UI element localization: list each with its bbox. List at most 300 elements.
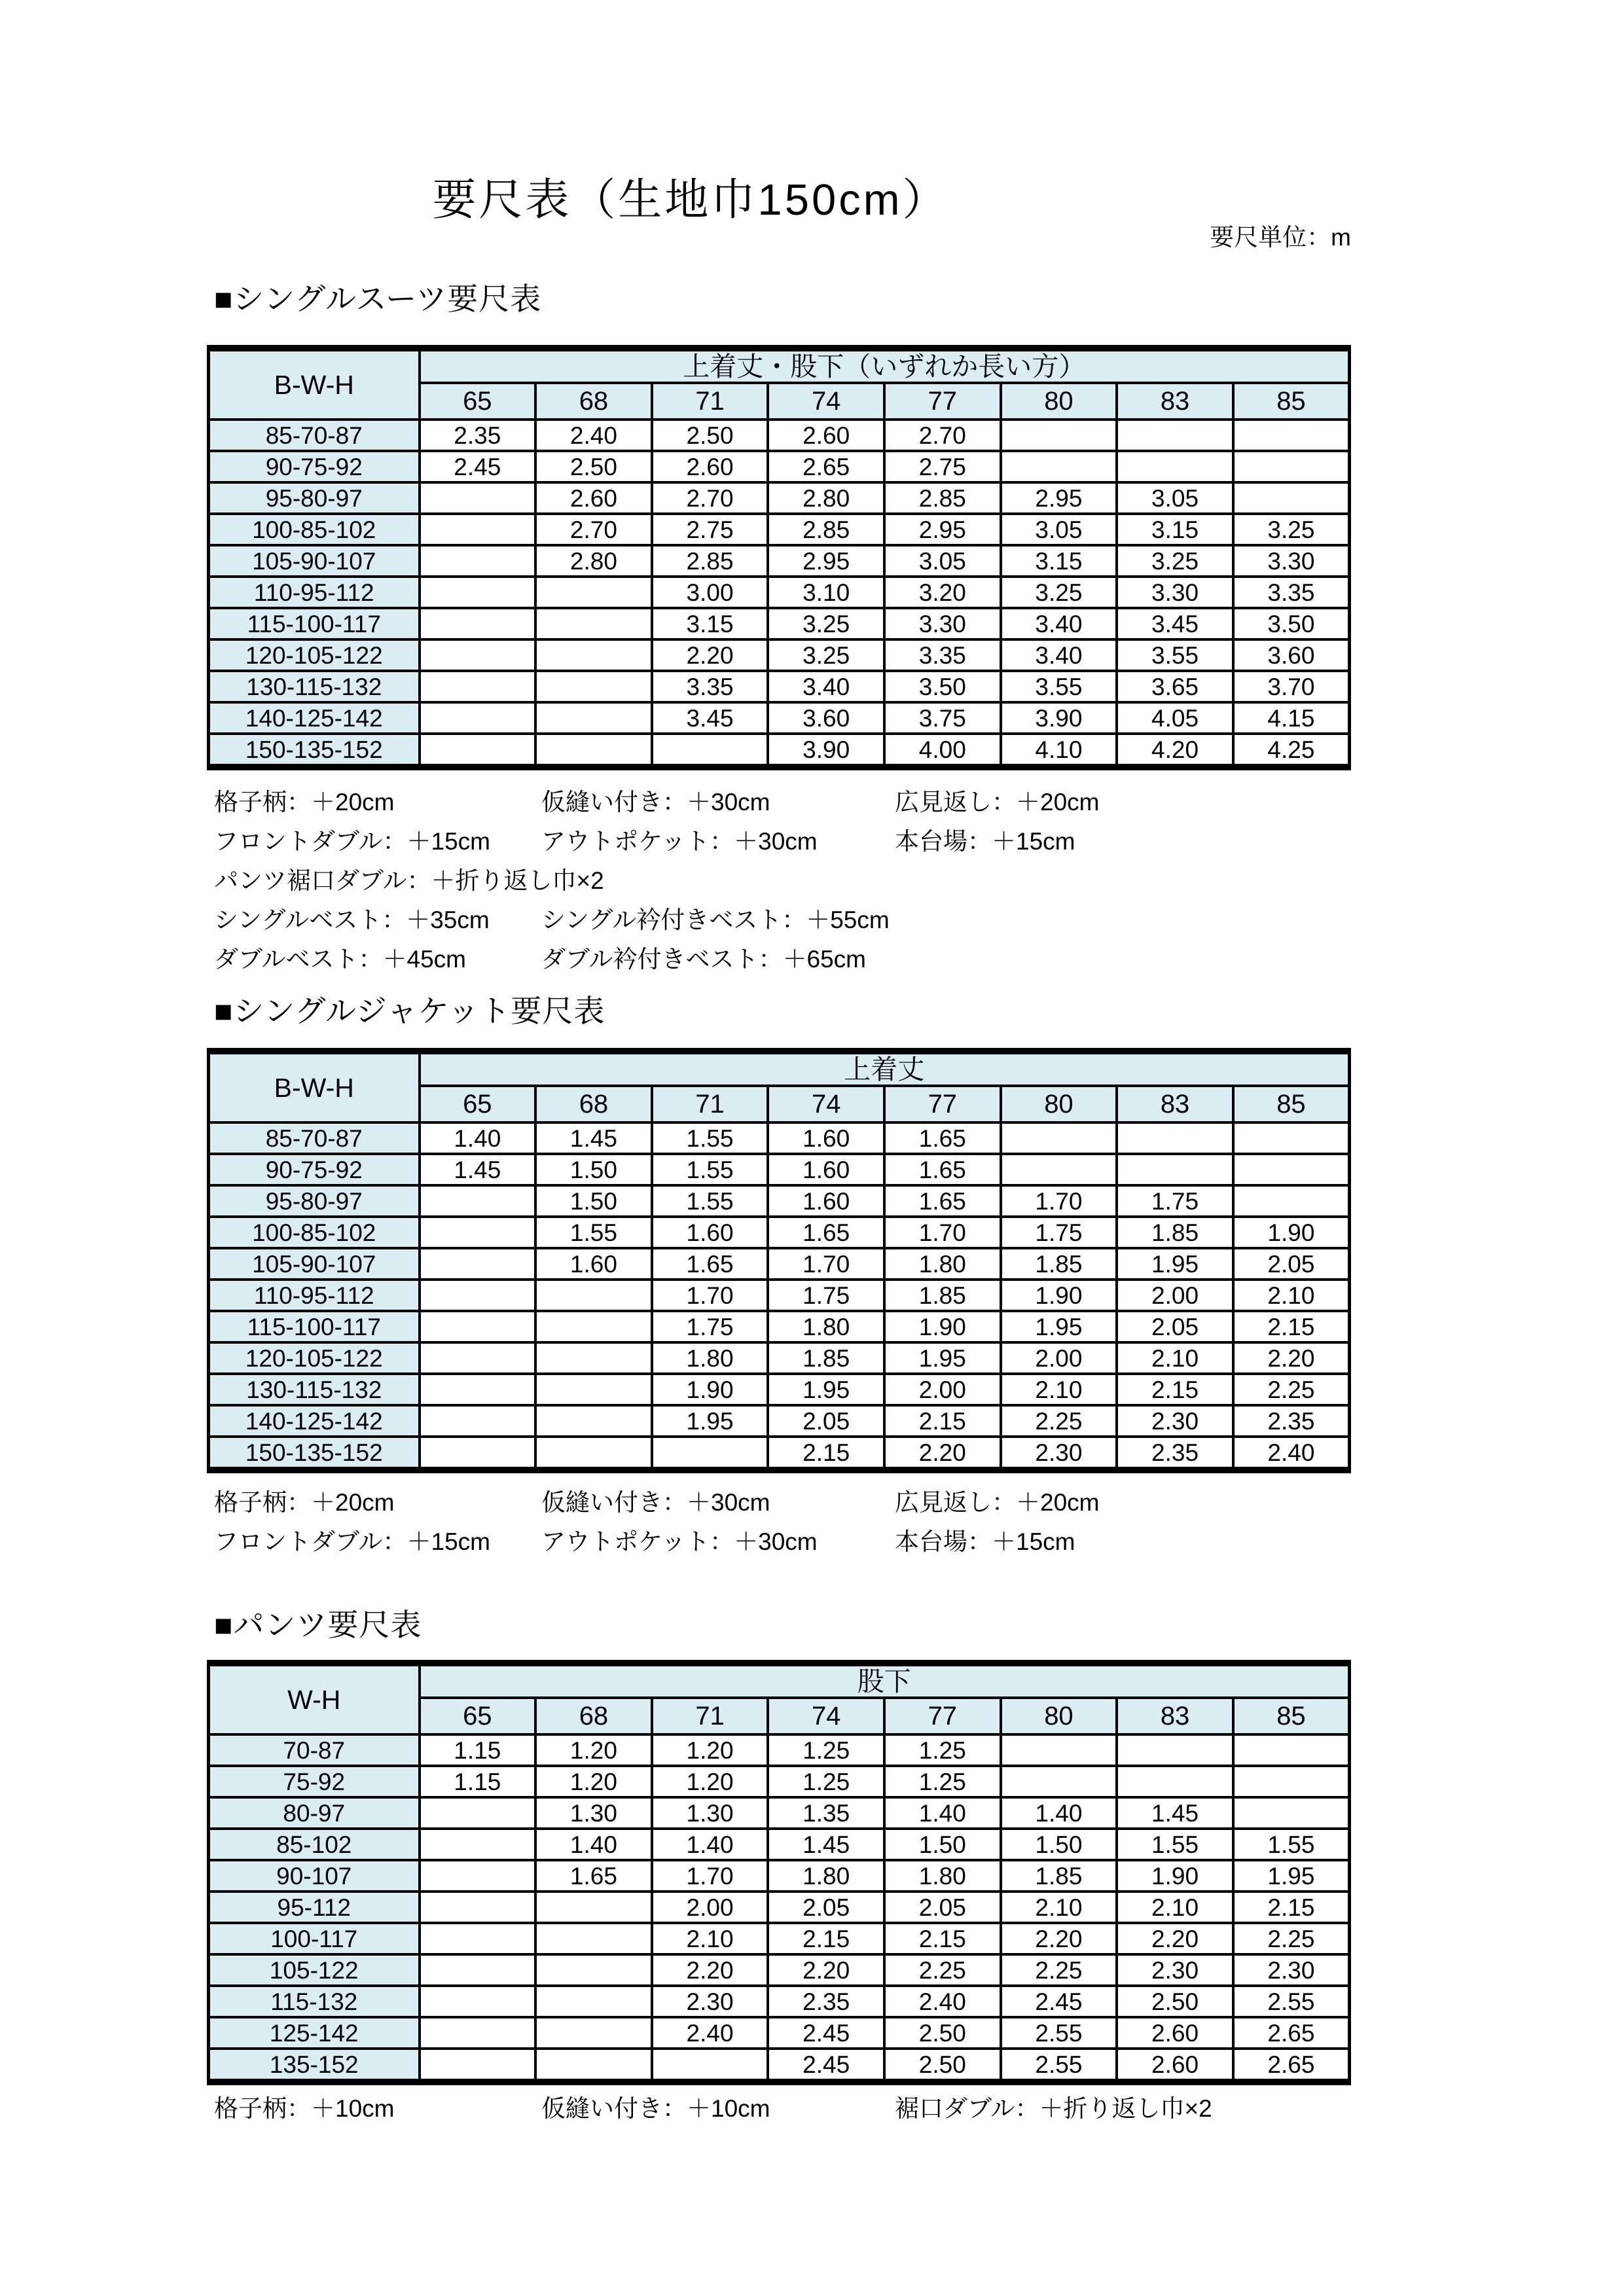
yardage-cell: 3.40: [1001, 608, 1117, 639]
row-label: 140-125-142: [209, 702, 420, 734]
yardage-cell: 2.45: [420, 451, 536, 482]
yardage-cell: 1.45: [768, 1829, 884, 1860]
size-column-header: 74: [768, 1698, 884, 1734]
yardage-cell: 2.65: [1233, 2049, 1350, 2082]
yardage-cell: 2.25: [1001, 1954, 1117, 1986]
yardage-cell: 1.85: [1117, 1217, 1233, 1248]
table-row: [209, 2017, 1350, 2049]
yardage-cell: 2.10: [1117, 1342, 1233, 1374]
yardage-cell: 3.40: [1001, 639, 1117, 671]
row-label: 105-90-107: [209, 1248, 420, 1280]
yardage-cell: [420, 2017, 536, 2049]
row-label: 85-70-87: [209, 1122, 420, 1154]
row-label: 130-115-132: [209, 1374, 420, 1405]
yardage-cell: 4.20: [1117, 734, 1233, 767]
size-column-header: 68: [535, 1086, 652, 1122]
yardage-cell: 2.10: [1233, 1280, 1350, 1311]
yardage-cell: 2.55: [1233, 1986, 1350, 2017]
size-column-header: 77: [884, 1698, 1001, 1734]
table-row: [209, 1829, 1350, 1860]
yardage-cell: 3.00: [652, 577, 768, 608]
row-label: 85-70-87: [209, 420, 420, 451]
table-row: [209, 1954, 1350, 1986]
row-label: 140-125-142: [209, 1405, 420, 1437]
yardage-cell: 2.50: [652, 420, 768, 451]
yardage-cell: 3.25: [1001, 577, 1117, 608]
yardage-cell: [420, 734, 536, 767]
yardage-cell: 2.60: [768, 420, 884, 451]
table-row: [209, 639, 1350, 671]
yardage-cell: 2.35: [1233, 1405, 1350, 1437]
yardage-cell: [1233, 482, 1350, 514]
yardage-cell: 1.70: [1001, 1185, 1117, 1217]
yardage-cell: 3.20: [884, 577, 1001, 608]
yardage-cell: 2.50: [535, 451, 652, 482]
yardage-cell: 2.70: [535, 514, 652, 545]
note-item: 格子柄：＋20cm: [214, 789, 395, 816]
note-line: [214, 1480, 1099, 1520]
table-row: [209, 1154, 1350, 1185]
yardage-cell: 2.95: [884, 514, 1001, 545]
yardage-cell: [535, 577, 652, 608]
yardage-cell: 2.20: [652, 1954, 768, 1986]
note-item: 本台場：＋15cm: [895, 828, 1075, 855]
size-column-header: 71: [652, 1698, 768, 1734]
yardage-cell: 1.60: [768, 1185, 884, 1217]
yardage-cell: 1.55: [1233, 1829, 1350, 1860]
yardage-cell: 2.50: [884, 2017, 1001, 2049]
note-item: シングル衿付きベスト：＋55cm: [541, 906, 890, 933]
yardage-cell: [535, 1923, 652, 1954]
yardage-cell: 1.20: [535, 1766, 652, 1797]
yardage-cell: 1.40: [535, 1829, 652, 1860]
yardage-cell: 1.20: [535, 1734, 652, 1766]
yardage-cell: 1.60: [768, 1122, 884, 1154]
yardage-cell: 2.05: [768, 1892, 884, 1923]
row-header-label: B-W-H: [209, 1051, 420, 1122]
yardage-cell: 3.60: [1233, 639, 1350, 671]
yardage-cell: 1.65: [884, 1122, 1001, 1154]
yardage-cell: [1233, 1154, 1350, 1185]
row-label: 105-122: [209, 1954, 420, 1986]
yardage-cell: 2.00: [652, 1892, 768, 1923]
table-row: [209, 577, 1350, 608]
table-row: [209, 1342, 1350, 1374]
span-header: 上着丈・股下（いずれか長い方）: [420, 348, 1350, 383]
table-row: [209, 451, 1350, 482]
yardage-cell: 3.05: [1117, 482, 1233, 514]
yardage-cell: 2.80: [768, 482, 884, 514]
row-label: 70-87: [209, 1734, 420, 1766]
row-label: 120-105-122: [209, 639, 420, 671]
yardage-cell: 2.35: [768, 1986, 884, 2017]
table-row: [209, 608, 1350, 639]
yardage-cell: 1.65: [884, 1185, 1001, 1217]
yardage-cell: [535, 1437, 652, 1470]
yardage-cell: 2.25: [1233, 1923, 1350, 1954]
table-header-row: [209, 348, 1350, 383]
yardage-cell: [1001, 1154, 1117, 1185]
yardage-cell: 3.35: [884, 639, 1001, 671]
table-row: [209, 420, 1350, 451]
size-column-header: 65: [420, 1698, 536, 1734]
yardage-cell: 2.30: [1117, 1405, 1233, 1437]
yardage-cell: 1.80: [884, 1248, 1001, 1280]
yardage-cell: 1.60: [652, 1217, 768, 1248]
table-row: [209, 702, 1350, 734]
yardage-cell: [1001, 1766, 1117, 1797]
yardage-cell: 3.40: [768, 671, 884, 702]
yardage-cell: 2.55: [1001, 2017, 1117, 2049]
yardage-cell: [1233, 1122, 1350, 1154]
yardage-cell: [1233, 1734, 1350, 1766]
yardage-cell: 2.80: [535, 545, 652, 577]
table-row: [209, 1217, 1350, 1248]
yardage-cell: [535, 2017, 652, 2049]
yardage-cell: 1.75: [768, 1280, 884, 1311]
yardage-cell: [1233, 1766, 1350, 1797]
table-header-row: [209, 1663, 1350, 1698]
yardage-cell: 2.35: [420, 420, 536, 451]
yardage-cell: 1.85: [1001, 1248, 1117, 1280]
table-row: [209, 1122, 1350, 1154]
row-label: 100-117: [209, 1923, 420, 1954]
yardage-cell: 1.75: [1117, 1185, 1233, 1217]
yardage-cell: 2.05: [884, 1892, 1001, 1923]
yardage-cell: 1.30: [652, 1797, 768, 1829]
yardage-cell: 1.50: [1001, 1829, 1117, 1860]
row-header-label: W-H: [209, 1663, 420, 1734]
yardage-cell: [1001, 420, 1117, 451]
yardage-cell: [1001, 1734, 1117, 1766]
note-item: 広見返し：＋20cm: [895, 1489, 1100, 1516]
yardage-cell: [420, 1217, 536, 1248]
row-label: 95-112: [209, 1892, 420, 1923]
yardage-cell: 2.15: [884, 1923, 1001, 1954]
row-label: 100-85-102: [209, 514, 420, 545]
yardage-cell: 1.40: [420, 1122, 536, 1154]
size-column-header: 80: [1001, 1698, 1117, 1734]
note-item: ダブルベスト：＋45cm: [214, 946, 466, 973]
yardage-cell: 3.25: [1117, 545, 1233, 577]
yardage-cell: [420, 577, 536, 608]
yardage-cell: [420, 1437, 536, 1470]
table-row: [209, 671, 1350, 702]
yardage-cell: [420, 1892, 536, 1923]
yardage-cell: 2.05: [768, 1405, 884, 1437]
yardage-cell: 2.15: [1117, 1374, 1233, 1405]
yardage-cell: [652, 2049, 768, 2082]
yardage-cell: 1.20: [652, 1766, 768, 1797]
row-label: 100-85-102: [209, 1217, 420, 1248]
table-row: [209, 482, 1350, 514]
yardage-cell: 1.95: [884, 1342, 1001, 1374]
yardage-cell: 2.40: [652, 2017, 768, 2049]
yardage-cell: 2.65: [768, 451, 884, 482]
yardage-cell: 1.65: [884, 1154, 1001, 1185]
section-heading-single-suit: ■シングルスーツ要尺表: [214, 281, 542, 316]
yardage-cell: 2.30: [652, 1986, 768, 2017]
note-item: フロントダブル：＋15cm: [214, 828, 490, 855]
yardage-cell: 2.20: [652, 639, 768, 671]
row-label: 95-80-97: [209, 1185, 420, 1217]
yardage-cell: 2.45: [768, 2017, 884, 2049]
section-heading-single-jacket: ■シングルジャケット要尺表: [214, 994, 605, 1028]
yardage-cell: 3.25: [768, 608, 884, 639]
table-row: [209, 1248, 1350, 1280]
note-line: [214, 859, 1099, 898]
yardage-cell: 2.45: [768, 2049, 884, 2082]
table-row: [209, 1860, 1350, 1892]
yardage-cell: 1.85: [884, 1280, 1001, 1311]
span-header: 股下: [420, 1663, 1350, 1698]
size-column-header: 85: [1233, 1086, 1350, 1122]
size-column-header: 74: [768, 383, 884, 420]
yardage-cell: 1.25: [884, 1766, 1001, 1797]
yardage-cell: 1.40: [1001, 1797, 1117, 1829]
pants-yardage-table: [207, 1660, 1351, 2085]
yardage-cell: 1.80: [652, 1342, 768, 1374]
yardage-cell: [420, 1829, 536, 1860]
yardage-cell: [1001, 1122, 1117, 1154]
yardage-cell: [1233, 1797, 1350, 1829]
size-column-header: 80: [1001, 1086, 1117, 1122]
yardage-cell: 2.20: [1233, 1342, 1350, 1374]
yardage-cell: 1.60: [535, 1248, 652, 1280]
yardage-cell: [420, 1248, 536, 1280]
yardage-cell: [1117, 1766, 1233, 1797]
yardage-cell: [420, 702, 536, 734]
yardage-cell: 2.05: [1117, 1311, 1233, 1342]
yardage-cell: 2.20: [1117, 1923, 1233, 1954]
yardage-cell: 1.65: [535, 1860, 652, 1892]
yardage-cell: 2.20: [768, 1954, 884, 1986]
size-column-header: 74: [768, 1086, 884, 1122]
yardage-cell: [535, 671, 652, 702]
yardage-cell: 2.00: [1001, 1342, 1117, 1374]
row-label: 95-80-97: [209, 482, 420, 514]
yardage-cell: 1.70: [768, 1248, 884, 1280]
yardage-cell: 1.95: [1117, 1248, 1233, 1280]
yardage-cell: 4.15: [1233, 702, 1350, 734]
yardage-cell: 3.90: [768, 734, 884, 767]
yardage-cell: [420, 2049, 536, 2082]
yardage-cell: [535, 1892, 652, 1923]
yardage-cell: 4.10: [1001, 734, 1117, 767]
note-line: [214, 898, 1099, 937]
yardage-cell: 4.00: [884, 734, 1001, 767]
yardage-cell: [420, 639, 536, 671]
yardage-cell: [1117, 1734, 1233, 1766]
yardage-cell: [535, 1311, 652, 1342]
yardage-cell: [1117, 1122, 1233, 1154]
table-row: [209, 545, 1350, 577]
yardage-cell: [1233, 451, 1350, 482]
yardage-cell: 3.35: [1233, 577, 1350, 608]
yardage-cell: 1.50: [884, 1829, 1001, 1860]
yardage-cell: [535, 1280, 652, 1311]
yardage-cell: 2.25: [1001, 1405, 1117, 1437]
yardage-cell: 2.40: [535, 420, 652, 451]
row-label: 90-75-92: [209, 1154, 420, 1185]
yardage-cell: 3.55: [1001, 671, 1117, 702]
yardage-cell: 3.15: [1001, 545, 1117, 577]
yardage-cell: [1001, 451, 1117, 482]
yardage-cell: 2.10: [1117, 1892, 1233, 1923]
yardage-cell: [420, 1374, 536, 1405]
yardage-cell: 2.30: [1117, 1954, 1233, 1986]
yardage-cell: [420, 1860, 536, 1892]
note-item: アウトポケット：＋30cm: [541, 1528, 818, 1555]
yardage-cell: [535, 702, 652, 734]
yardage-cell: 2.00: [1117, 1280, 1233, 1311]
yardage-cell: 1.65: [768, 1217, 884, 1248]
note-item: 格子柄：＋10cm: [214, 2095, 395, 2122]
yardage-cell: 3.50: [1233, 608, 1350, 639]
yardage-cell: 1.90: [884, 1311, 1001, 1342]
note-item: フロントダブル：＋15cm: [214, 1528, 490, 1555]
yardage-cell: [652, 1437, 768, 1470]
table-row: [209, 1374, 1350, 1405]
note-item: シングルベスト：＋35cm: [214, 906, 490, 933]
yardage-cell: 1.85: [1001, 1860, 1117, 1892]
single-jacket-notes: [214, 1480, 1099, 1559]
yardage-cell: 3.30: [1117, 577, 1233, 608]
yardage-cell: 2.75: [884, 451, 1001, 482]
page-title: 要尺表（生地巾150cm）: [432, 175, 949, 224]
yardage-cell: 3.25: [768, 639, 884, 671]
size-column-header: 71: [652, 383, 768, 420]
yardage-cell: 1.95: [652, 1405, 768, 1437]
row-label: 90-107: [209, 1860, 420, 1892]
yardage-cell: [1117, 451, 1233, 482]
yardage-cell: 1.80: [768, 1311, 884, 1342]
yardage-cell: [1117, 1154, 1233, 1185]
yardage-cell: [420, 545, 536, 577]
row-label: 115-132: [209, 1986, 420, 2017]
yardage-cell: [420, 514, 536, 545]
yardage-cell: [535, 2049, 652, 2082]
size-column-header: 83: [1117, 1698, 1233, 1734]
size-column-header: 85: [1233, 1698, 1350, 1734]
yardage-cell: 2.40: [1233, 1437, 1350, 1470]
yardage-cell: 2.00: [884, 1374, 1001, 1405]
row-label: 110-95-112: [209, 577, 420, 608]
yardage-cell: 1.15: [420, 1734, 536, 1766]
yardage-cell: 2.50: [884, 2049, 1001, 2082]
note-item: 仮縫い付き：＋30cm: [541, 1489, 770, 1516]
single-suit-yardage-table: [207, 345, 1351, 770]
size-column-header: 68: [535, 383, 652, 420]
yardage-cell: 2.10: [1001, 1374, 1117, 1405]
yardage-cell: 3.45: [652, 702, 768, 734]
yardage-cell: 3.35: [652, 671, 768, 702]
note-line: [214, 819, 1099, 859]
yardage-cell: [535, 1405, 652, 1437]
row-header-label: B-W-H: [209, 348, 420, 420]
yardage-cell: 2.60: [535, 482, 652, 514]
table-row: [209, 734, 1350, 767]
size-column-header: 85: [1233, 383, 1350, 420]
yardage-cell: [535, 608, 652, 639]
yardage-cell: 3.30: [1233, 545, 1350, 577]
yardage-cell: 1.85: [768, 1342, 884, 1374]
size-column-header: 77: [884, 1086, 1001, 1122]
yardage-cell: 2.55: [1001, 2049, 1117, 2082]
note-line: [214, 780, 1099, 819]
row-label: 115-100-117: [209, 608, 420, 639]
table-row: [209, 1986, 1350, 2017]
yardage-cell: 1.45: [1117, 1797, 1233, 1829]
yardage-cell: 3.70: [1233, 671, 1350, 702]
yardage-cell: [420, 608, 536, 639]
yardage-cell: 3.25: [1233, 514, 1350, 545]
yardage-cell: [535, 1986, 652, 2017]
single-suit-notes: [214, 780, 1099, 977]
table-row: [209, 1185, 1350, 1217]
yardage-cell: 2.30: [1233, 1954, 1350, 1986]
row-label: 85-102: [209, 1829, 420, 1860]
yardage-cell: 1.55: [535, 1217, 652, 1248]
yardage-cell: 2.15: [768, 1923, 884, 1954]
size-column-header: 65: [420, 383, 536, 420]
yardage-cell: [535, 1374, 652, 1405]
yardage-cell: 1.95: [1233, 1860, 1350, 1892]
yardage-cell: 3.75: [884, 702, 1001, 734]
yardage-cell: [420, 1923, 536, 1954]
yardage-cell: 3.65: [1117, 671, 1233, 702]
note-item: 本台場：＋15cm: [895, 1528, 1075, 1555]
yardage-cell: 1.45: [535, 1122, 652, 1154]
size-column-header: 65: [420, 1086, 536, 1122]
yardage-cell: 4.25: [1233, 734, 1350, 767]
note-line: [214, 1520, 1099, 1559]
yardage-cell: 3.90: [1001, 702, 1117, 734]
yardage-cell: 2.20: [884, 1437, 1001, 1470]
note-item: 裾口ダブル：＋折り返し巾×2: [895, 2095, 1212, 2122]
yardage-cell: 2.60: [1117, 2049, 1233, 2082]
yardage-cell: [420, 1405, 536, 1437]
yardage-cell: [535, 1954, 652, 1986]
table-row: [209, 1405, 1350, 1437]
table-row: [209, 1311, 1350, 1342]
yardage-cell: 2.30: [1001, 1437, 1117, 1470]
row-label: 150-135-152: [209, 1437, 420, 1470]
yardage-cell: 1.80: [884, 1860, 1001, 1892]
yardage-cell: 3.55: [1117, 639, 1233, 671]
yardage-cell: 1.50: [535, 1185, 652, 1217]
yardage-cell: 1.25: [768, 1766, 884, 1797]
row-label: 80-97: [209, 1797, 420, 1829]
yardage-cell: [420, 482, 536, 514]
yardage-cell: 3.60: [768, 702, 884, 734]
yardage-cell: 1.15: [420, 1766, 536, 1797]
yardage-cell: [1233, 1185, 1350, 1217]
table-row: [209, 1437, 1350, 1470]
span-header: 上着丈: [420, 1051, 1350, 1086]
yardage-cell: [420, 1954, 536, 1986]
yardage-cell: 1.90: [1233, 1217, 1350, 1248]
yardage-cell: 3.50: [884, 671, 1001, 702]
yardage-cell: 2.15: [884, 1405, 1001, 1437]
size-column-header: 80: [1001, 383, 1117, 420]
yardage-cell: 2.70: [884, 420, 1001, 451]
note-item: 格子柄：＋20cm: [214, 1489, 395, 1516]
row-label: 130-115-132: [209, 671, 420, 702]
table-row: [209, 1734, 1350, 1766]
section-heading-pants: ■パンツ要尺表: [214, 1607, 422, 1642]
yardage-cell: 2.65: [1233, 2017, 1350, 2049]
